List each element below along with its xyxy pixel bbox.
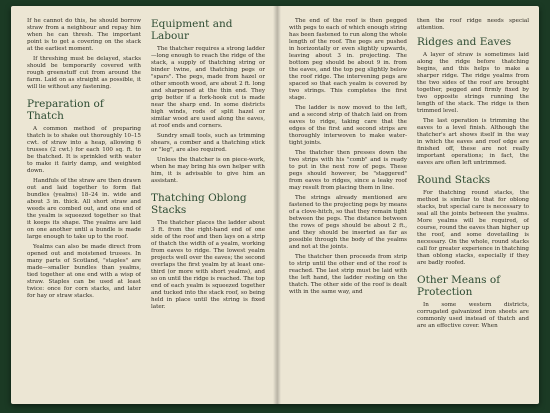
paragraph: If threshing must be delayed, stacks should be temporarily covered with rough greenstuff cut from around the farm. Laid on as straight as possible, it will lie without any fastening.: [27, 56, 141, 90]
paragraph: In some western districts, corrugated galvanized iron sheets are commonly used instead of thatch and are an effective cover. When: [417, 302, 529, 329]
paragraph: Sundry small tools, such as trimming shears, a comber and a thatching stick or "leg", are also required.: [151, 133, 265, 153]
paragraph: Yealms can also be made direct from opened out and moistened trusses. In many parts of Scotland, "staples" are made—smaller bundles than yealms, tied together at one end with a wisp of straw. Staples can be used at least twice: once for corn stacks, and later for hay or straw stacks.: [27, 244, 141, 299]
left-page: [11, 6, 275, 404]
paragraph: The thatcher requires a strong ladder—long enough to reach the ridge of the stack, a supply of thatching string or binder twine, and thatching pegs or "spars". The pegs, made from hazel or other smooth wood, are about 2 ft. long and sharpened at the thin end. They grip better if a fork-hook cut is made near the sharp end. In some districts high winds, rods of split hazel or similar wood are used along the eaves, at roof ends and corners.: [151, 46, 265, 129]
paragraph: A common method of preparing thatch is to shake out thoroughly 10–15 cwt. of straw into a heap, allowing 6 trusses (2 cwt.) for each 100 sq. ft. to be thatched. It is sprinkled with water to make it fairly damp, and weighted down.: [27, 126, 141, 174]
column-4: [417, 18, 529, 394]
paragraph: The thatcher places the ladder about 3 ft. from the right-hand end of one side of the roof and then lays on a strip of thatch the width of a yealm, working from eaves to ridge. The lowest yealm projects well over the eaves; the second overlaps the first yealm by at least one-third (or more with short yealms), and so on until the ridge is reached. The top end of each yealm is squeezed together and tucked into the stack roof, so being held in place until the string is fixed later.: [151, 220, 265, 310]
heading-thatching-oblong-stacks: Thatching Oblong Stacks: [151, 192, 247, 216]
column-2: [151, 18, 265, 394]
heading-round-stacks: Round Stacks: [417, 174, 491, 186]
paragraph: then the roof ridge needs special attention.: [417, 18, 529, 31]
right-page: [279, 6, 539, 404]
paragraph: The end of the roof is then pegged with pegs to each of which enough string has been fastened to run along the whole length of the roof. The pegs are pushed in horizontally or even slightly upwards, leaving about 3 in. projecting. The bottom peg should be about 9 in. from the eaves, and the top peg slightly below the roof ridge. The intervening pegs are spaced so that each yealm is covered by two strings. This completes the first stage.: [289, 18, 407, 101]
heading-other-means-of-protection: Other Means of Protection: [417, 274, 501, 298]
paragraph: The ladder is now moved to the left, and a second strip of thatch laid on from eaves to ridge, taking care that the edges of the first and second strips are thoroughly interwoven to make water-tight joints.: [289, 105, 407, 146]
paragraph: For thatching round stacks, the method is similar to that for oblong stacks, but special care is necessary to seal all the joints between the yealms. More yealms will be required, of course, round the eaves than higher up the roof, and some dovetailing is necessary. On the whole, round stacks call for greater experience in thatching than oblong stacks, especially if they are badly roofed.: [417, 190, 529, 266]
paragraph: A layer of straw is sometimes laid along the ridge before thatching begins, and this helps to make a sharper ridge. The ridge yealms from the two sides of the roof are brought together, pegged and firmly fixed by two opposite strings running the length of the stack. The ridge is then trimmed level.: [417, 52, 529, 114]
column-1: [27, 18, 141, 394]
paragraph: The thatcher then presses down the two strips with his "comb" and is ready to put in the next row of pegs. These pegs should however, be "staggered" from eaves to ridges, since a leaky roof may result from placing them in line.: [289, 150, 407, 191]
paragraph: If he cannot do this, he should borrow straw from a neighbour and repay him when he can thresh. The important point is to get a covering on the stack at the earliest moment.: [27, 18, 141, 52]
paragraph: Handfuls of the straw are then drawn out and laid together to form flat bundles (yealms) 18–24 in. wide and about 3 in. thick. All short straw and weeds are combed out, and one end of the yealm is squeezed together so that it keeps its shape. The yealms are laid on one another until a bundle is made large enough to take up to the roof.: [27, 178, 141, 240]
column-3: [289, 18, 407, 394]
paragraph: Unless the thatcher is on piece-work, when he may bring his own helper with him, it is advisable to give him an assistant.: [151, 157, 265, 184]
paragraph: The strings already mentioned are fastened to the projecting pegs by means of a clove-hitch, so that they remain tight between the pegs. The distance between the rows of pegs should be about 2 ft., and they should be inserted as far as possible through the body of the yealms and not at the joints.: [289, 195, 407, 250]
paragraph: The thatcher then proceeds from strip to strip until the other end of the roof is reached. The last strip must be laid with the left hand, the ladder resting on the thatch. The other side of the roof is dealt with in the same way, and: [289, 254, 407, 295]
paragraph: The last operation is trimming the eaves to a level finish. Although the thatcher's art shows itself in the way in which the eaves and roof edge are finished off, these are not really important operations; in fact, the eaves are often left untrimmed.: [417, 118, 529, 166]
heading-equipment-and-labour: Equipment and Labour: [151, 18, 233, 42]
heading-preparation-of-thatch: Preparation of Thatch: [27, 98, 104, 122]
booklet: [11, 6, 539, 404]
heading-ridges-and-eaves: Ridges and Eaves: [417, 36, 512, 48]
